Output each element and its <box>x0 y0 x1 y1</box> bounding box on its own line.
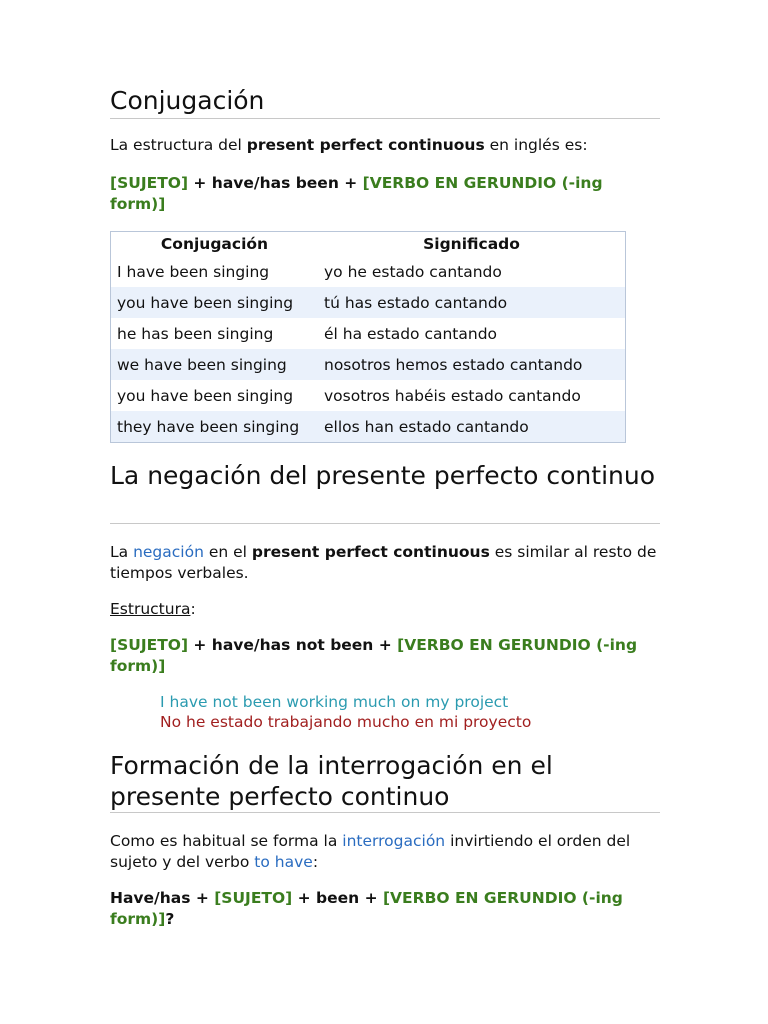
table-row <box>111 318 626 349</box>
table-cell: you have been singing <box>117 386 294 405</box>
table-row <box>111 411 626 443</box>
table-row <box>111 380 626 411</box>
heading-divider <box>110 812 660 813</box>
intro-bold-term: present perfect continuous <box>246 136 485 154</box>
interrogation-paragraph <box>110 831 660 873</box>
formula-verb: [VERBO EN GERUNDIO (-ing form)] <box>110 889 623 928</box>
table-cell: yo he estado cantando <box>324 262 502 281</box>
table-cell: we have been singing <box>111 349 319 380</box>
to-have-link[interactable]: to have <box>254 853 313 871</box>
interrogacion-link[interactable]: interrogación <box>342 832 446 850</box>
table-cell: you have been singing <box>111 287 319 318</box>
heading-divider <box>110 523 660 524</box>
interrogation-text-end: : <box>312 853 319 871</box>
formula-subject: [SUJETO] <box>214 889 293 907</box>
table-header-conjugacion: Conjugación <box>160 235 269 253</box>
formula-question-mark: ? <box>165 910 175 928</box>
heading-divider <box>110 118 660 119</box>
negacion-link[interactable]: negación <box>133 543 204 561</box>
negation-text-mid: en el <box>203 543 252 561</box>
table-row <box>111 287 626 318</box>
section-heading-conjugacion: Conjugación <box>110 86 265 115</box>
section-heading-negacion: La negación del presente perfecto continuo <box>110 461 656 490</box>
example-spanish: No he estado trabajando mucho en mi proyecto <box>160 713 532 731</box>
section-heading-interrogacion: Formación de la interrogación en el presente perfecto continuo <box>110 751 553 811</box>
table-cell: ellos han estado cantando <box>318 411 626 443</box>
interrogative-formula <box>110 888 660 930</box>
intro-paragraph <box>110 135 660 156</box>
negation-bold-term: present perfect continuous <box>251 543 490 561</box>
formula-subject: [SUJETO] <box>110 174 189 192</box>
table-row <box>111 349 626 380</box>
formula-middle: + been + <box>292 889 383 907</box>
formula-middle: + have/has been + <box>188 174 363 192</box>
table-cell: I have been singing <box>117 262 270 281</box>
table-cell: they have been singing <box>111 411 319 443</box>
negative-formula <box>110 635 660 677</box>
formula-verb: [VERBO EN GERUNDIO (-ing form)] <box>110 174 603 213</box>
formula-start: Have/has + <box>110 889 215 907</box>
formula-subject: [SUJETO] <box>110 636 189 654</box>
estructura-line <box>110 599 196 620</box>
formula-verb: [VERBO EN GERUNDIO (-ing form)] <box>110 636 638 675</box>
intro-text-end: en inglés es: <box>484 136 588 154</box>
table-cell: nosotros hemos estado cantando <box>318 349 626 380</box>
table-header-significado: Significado <box>423 235 520 253</box>
table-cell: he has been singing <box>117 324 274 343</box>
estructura-label: Estructura <box>110 600 191 618</box>
interrogation-text: Como es habitual se forma la <box>110 832 343 850</box>
table-header-row <box>111 232 626 257</box>
negation-text-end: es similar al resto de tiempos verbales. <box>110 543 657 582</box>
estructura-colon: : <box>190 600 196 618</box>
formula-middle: + have/has not been + <box>188 636 398 654</box>
intro-text: La estructura del <box>110 136 247 154</box>
table-cell: tú has estado cantando <box>318 287 626 318</box>
table-row <box>111 256 626 287</box>
negation-paragraph <box>110 542 660 584</box>
table-cell: vosotros habéis estado cantando <box>324 386 581 405</box>
negation-text: La <box>110 543 134 561</box>
affirmative-formula <box>110 173 660 215</box>
table-cell: él ha estado cantando <box>324 324 498 343</box>
conjugation-table <box>110 231 626 443</box>
example-english: I have not been working much on my project <box>160 693 509 711</box>
interrogation-text-mid: invirtiendo el orden del sujeto y del verbo <box>110 832 631 871</box>
